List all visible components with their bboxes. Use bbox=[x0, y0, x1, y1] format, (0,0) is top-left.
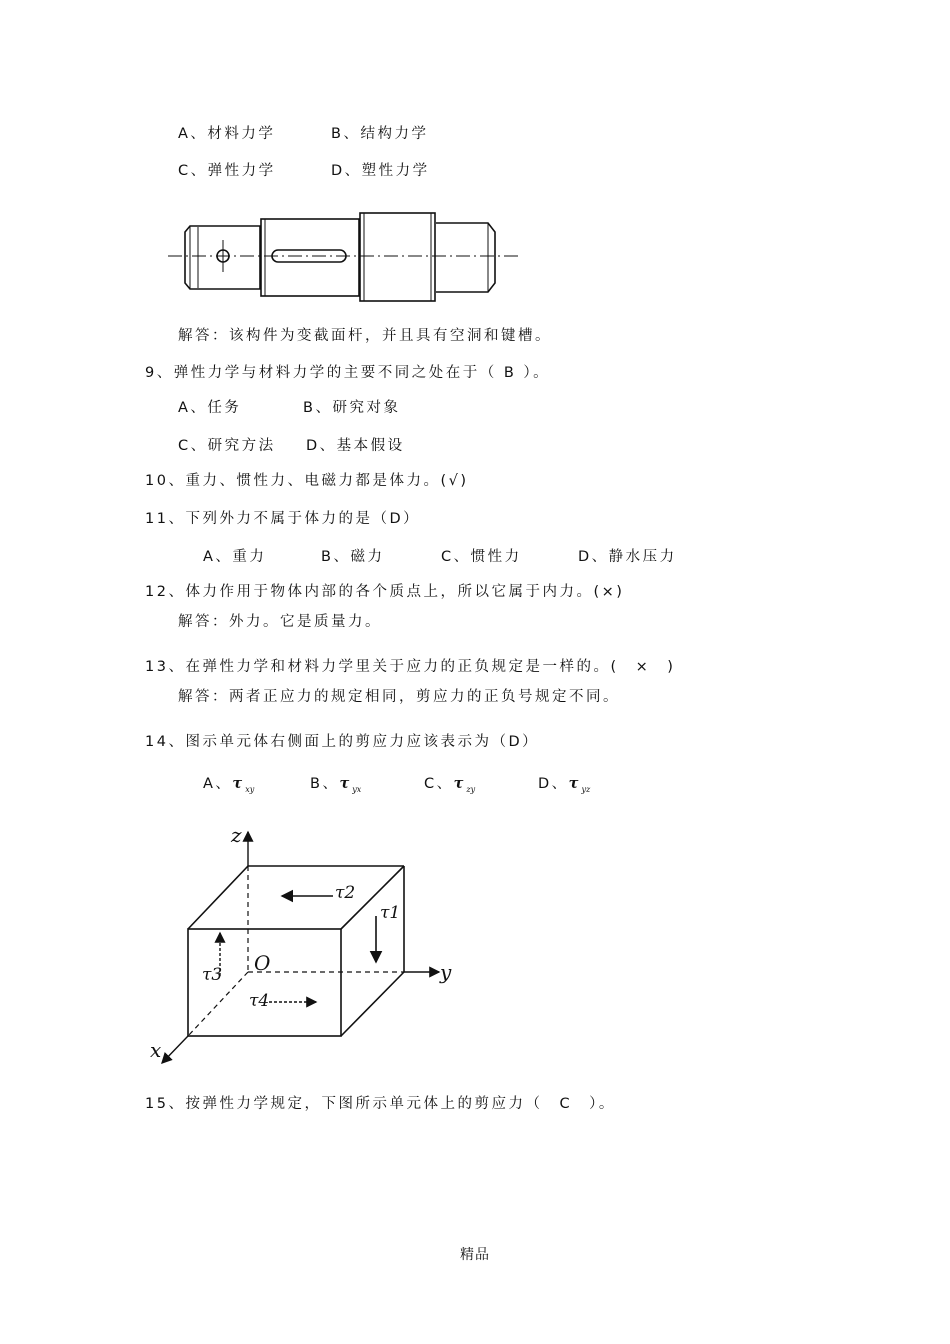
x-axis-label: x bbox=[150, 1038, 162, 1062]
q14-question: 14、图示单元体右侧面上的剪应力应该表示为（D） bbox=[145, 734, 540, 750]
q10-question: 10、重力、惯性力、电磁力都是体力。(√) bbox=[145, 473, 469, 489]
q11-option-b: B、磁力 bbox=[321, 549, 385, 565]
tau3-label: τ3 bbox=[202, 965, 223, 985]
q9-option-a: A、任务 bbox=[178, 400, 242, 416]
q9-option-b: B、研究对象 bbox=[303, 400, 401, 416]
tau4-label: τ4 bbox=[249, 991, 270, 1011]
q8-option-d: D、塑性力学 bbox=[331, 163, 430, 179]
stepped-shaft-figure bbox=[160, 205, 530, 310]
element-cube-diagram bbox=[145, 820, 465, 1065]
q12-question: 12、体力作用于物体内部的各个质点上，所以它属于内力。(×) bbox=[145, 584, 625, 600]
q13-answer: 解答：两者正应力的规定相同，剪应力的正负号规定不同。 bbox=[178, 689, 620, 705]
q15-question: 15、按弹性力学规定，下图所示单元体上的剪应力（ C ）。 bbox=[145, 1096, 616, 1112]
q9-option-c: C、研究方法 bbox=[178, 438, 276, 454]
q14-option-a: A、τ $_{xy}$ bbox=[203, 775, 255, 794]
q8-answer: 解答：该构件为变截面杆，并且具有空洞和键槽。 bbox=[178, 328, 552, 344]
tau1-label: τ1 bbox=[380, 903, 401, 923]
q8-option-c: C、弹性力学 bbox=[178, 163, 276, 179]
q11-option-c: C、惯性力 bbox=[441, 549, 522, 565]
page-footer: 精品 bbox=[460, 1247, 490, 1263]
q14-option-d: D、τ $_{yz}$ bbox=[538, 775, 591, 794]
q8-option-a: A、材料力学 bbox=[178, 126, 276, 142]
q14-option-c: C、τ $_{zy}$ bbox=[424, 775, 476, 794]
q9-question: 9、弹性力学与材料力学的主要不同之处在于（ B ）。 bbox=[145, 365, 551, 381]
q8-option-b: B、结构力学 bbox=[331, 126, 429, 142]
tau2-label: τ2 bbox=[335, 883, 356, 903]
q14-option-b: B、τ $_{yx}$ bbox=[310, 775, 362, 794]
q9-option-d: D、基本假设 bbox=[306, 438, 405, 454]
q12-answer: 解答：外力。它是质量力。 bbox=[178, 614, 382, 630]
y-axis-label: y bbox=[440, 960, 452, 984]
q11-question: 11、下列外力不属于体力的是（D） bbox=[145, 511, 421, 527]
q11-option-d: D、静水压力 bbox=[578, 549, 677, 565]
z-axis-label: z bbox=[231, 823, 242, 847]
q11-option-a: A、重力 bbox=[203, 549, 267, 565]
q13-question: 13、在弹性力学和材料力学里关于应力的正负规定是一样的。( × ) bbox=[145, 659, 676, 675]
origin-label: O bbox=[254, 951, 271, 975]
